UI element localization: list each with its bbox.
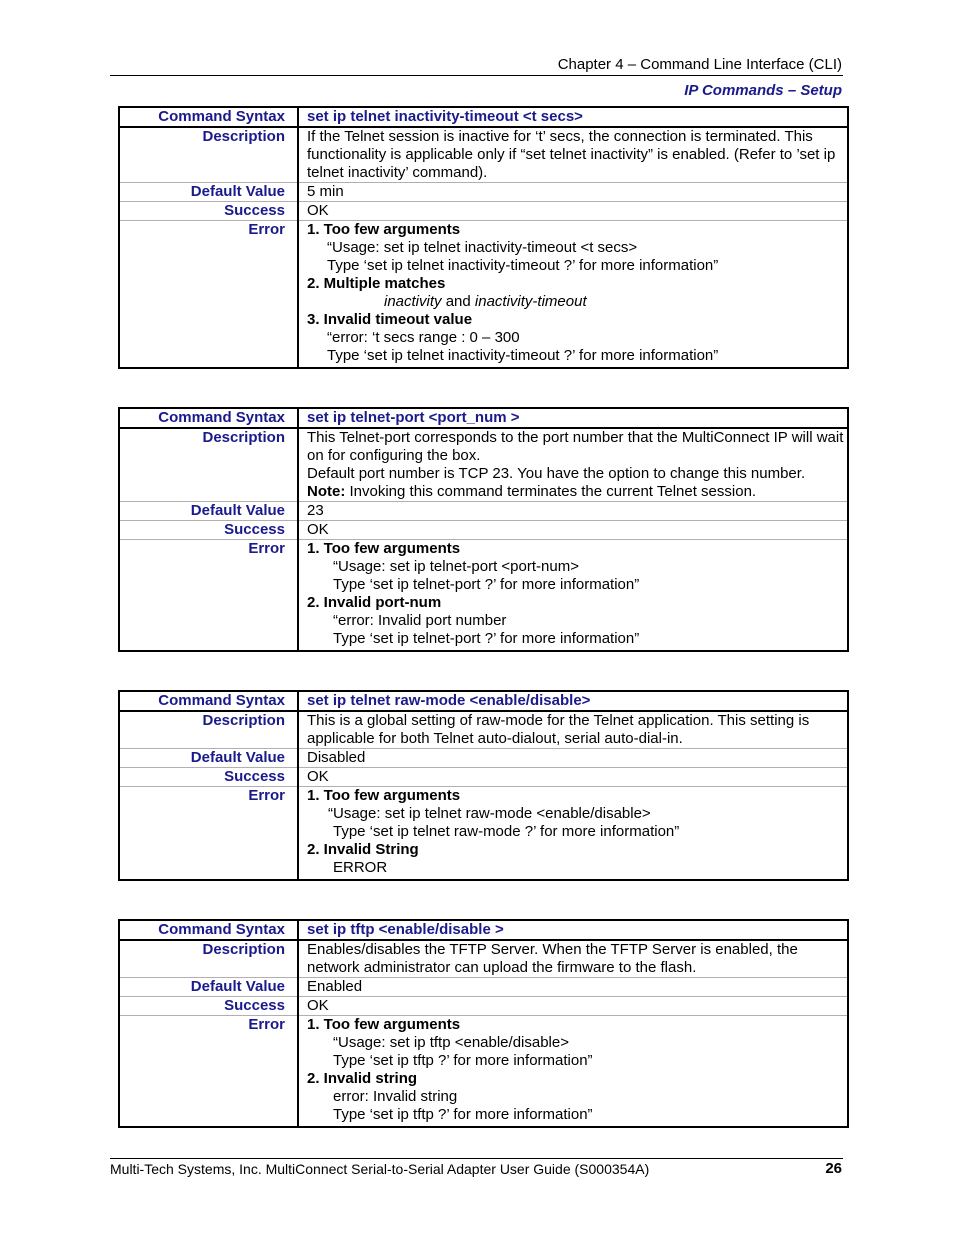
description: Enables/disables the TFTP Server. When the TFTP Server is enabled, the network administrator can upload the firmware to the flash. <box>307 941 798 976</box>
error-list <box>298 540 848 652</box>
error-item-line: “error: ‘t secs range : 0 – 300 <box>327 329 520 346</box>
label-command-syntax: Command Syntax <box>119 408 298 428</box>
error-item-title: 1. Too few arguments <box>307 1016 461 1033</box>
command-table-telnet-port <box>118 407 849 652</box>
chapter-title: Chapter 4 – Command Line Interface (CLI) <box>557 56 842 73</box>
note-text: Invoking this command terminates the current Telnet session. <box>345 483 757 500</box>
description: If the Telnet session is inactive for ‘t’ secs, the connection is terminated. This functionality is applicable only if “set telnet inactivity” is enabled. (Refer to ’set ip telnet inactivity’ command). <box>307 128 836 181</box>
error-item-title: 1. Too few arguments <box>307 540 461 557</box>
error-item-line: Type ‘set ip telnet inactivity-timeout ?’ for more information” <box>327 347 719 364</box>
label-success: Success <box>119 521 298 540</box>
default-value: Enabled <box>298 978 848 997</box>
match-and: and <box>441 293 475 310</box>
error-list <box>298 787 848 881</box>
error-item-line: “Usage: set ip telnet-port <port-num> <box>333 558 579 575</box>
description: This is a global setting of raw-mode for the Telnet application. This setting is applicable for both Telnet auto-dialout, serial auto-dial-in. <box>307 712 810 747</box>
default-value: Disabled <box>298 749 848 768</box>
label-error: Error <box>119 540 298 652</box>
command-table-telnet-inactivity-timeout <box>118 106 849 369</box>
error-item-line: “Usage: set ip telnet inactivity-timeout <t secs> <box>327 239 638 256</box>
command-syntax: set ip telnet-port <port_num > <box>298 408 848 428</box>
success-value: OK <box>298 202 848 221</box>
command-table-tftp <box>118 919 849 1128</box>
error-list <box>298 221 848 369</box>
description-line: Default port number is TCP 23. You have the option to change this number. <box>307 465 806 482</box>
error-item-title: 2. Invalid String <box>307 841 419 858</box>
description-note <box>307 483 847 501</box>
page-number: 26 <box>825 1160 842 1177</box>
label-default-value: Default Value <box>119 749 298 768</box>
label-default-value: Default Value <box>119 502 298 521</box>
footer-rule <box>110 1158 843 1159</box>
command-syntax: set ip tftp <enable/disable > <box>298 920 848 940</box>
error-item-line <box>307 293 847 311</box>
match-inactivity-timeout: inactivity-timeout <box>474 293 587 310</box>
section-title: IP Commands – Setup <box>684 82 842 99</box>
label-error: Error <box>119 1016 298 1128</box>
label-error: Error <box>119 221 298 369</box>
label-description: Description <box>119 428 298 502</box>
label-description: Description <box>119 711 298 749</box>
label-success: Success <box>119 997 298 1016</box>
label-description: Description <box>119 127 298 183</box>
error-list <box>298 1016 848 1128</box>
label-command-syntax: Command Syntax <box>119 107 298 127</box>
success-value: OK <box>298 997 848 1016</box>
label-success: Success <box>119 202 298 221</box>
error-item-line: Type ‘set ip tftp ?’ for more information” <box>333 1106 593 1123</box>
error-item-title: 1. Too few arguments <box>307 787 461 804</box>
error-item-line: Type ‘set ip telnet raw-mode ?’ for more information” <box>333 823 680 840</box>
error-item-line: “Usage: set ip telnet raw-mode <enable/disable> <box>328 805 651 822</box>
error-item-line: Type ‘set ip telnet inactivity-timeout ?’ for more information” <box>327 257 719 274</box>
command-syntax: set ip telnet inactivity-timeout <t secs> <box>298 107 848 127</box>
error-item-line: Type ‘set ip telnet-port ?’ for more information” <box>333 630 640 647</box>
success-value: OK <box>298 768 848 787</box>
error-item-title: 2. Multiple matches <box>307 275 446 292</box>
label-success: Success <box>119 768 298 787</box>
error-item-title: 2. Invalid string <box>307 1070 418 1087</box>
error-item-title: 1. Too few arguments <box>307 221 461 238</box>
label-error: Error <box>119 787 298 881</box>
error-item-line: Type ‘set ip telnet-port ?’ for more information” <box>333 576 640 593</box>
header-rule <box>110 75 843 76</box>
error-item-line: “Usage: set ip tftp <enable/disable> <box>333 1034 569 1051</box>
error-item-line: Type ‘set ip tftp ?’ for more information” <box>333 1052 593 1069</box>
description <box>298 428 848 502</box>
default-value: 5 min <box>298 183 848 202</box>
error-item-title: 2. Invalid port-num <box>307 594 442 611</box>
label-description: Description <box>119 940 298 978</box>
note-label: Note: <box>307 483 346 500</box>
error-item-line: “error: Invalid port number <box>333 612 507 629</box>
error-item-title: 3. Invalid timeout value <box>307 311 473 328</box>
command-table-telnet-raw-mode <box>118 690 849 881</box>
error-item-line: error: Invalid string <box>333 1088 458 1105</box>
success-value: OK <box>298 521 848 540</box>
command-syntax: set ip telnet raw-mode <enable/disable> <box>298 691 848 711</box>
label-default-value: Default Value <box>119 183 298 202</box>
label-command-syntax: Command Syntax <box>119 691 298 711</box>
label-default-value: Default Value <box>119 978 298 997</box>
default-value: 23 <box>298 502 848 521</box>
label-command-syntax: Command Syntax <box>119 920 298 940</box>
error-item-line: ERROR <box>333 859 388 876</box>
footer-text: Multi-Tech Systems, Inc. MultiConnect Serial-to-Serial Adapter User Guide (S000354A) <box>110 1161 650 1177</box>
description-line: This Telnet-port corresponds to the port number that the MultiConnect IP will wait on for configuring the box. <box>307 429 844 464</box>
match-inactivity: inactivity <box>384 293 442 310</box>
